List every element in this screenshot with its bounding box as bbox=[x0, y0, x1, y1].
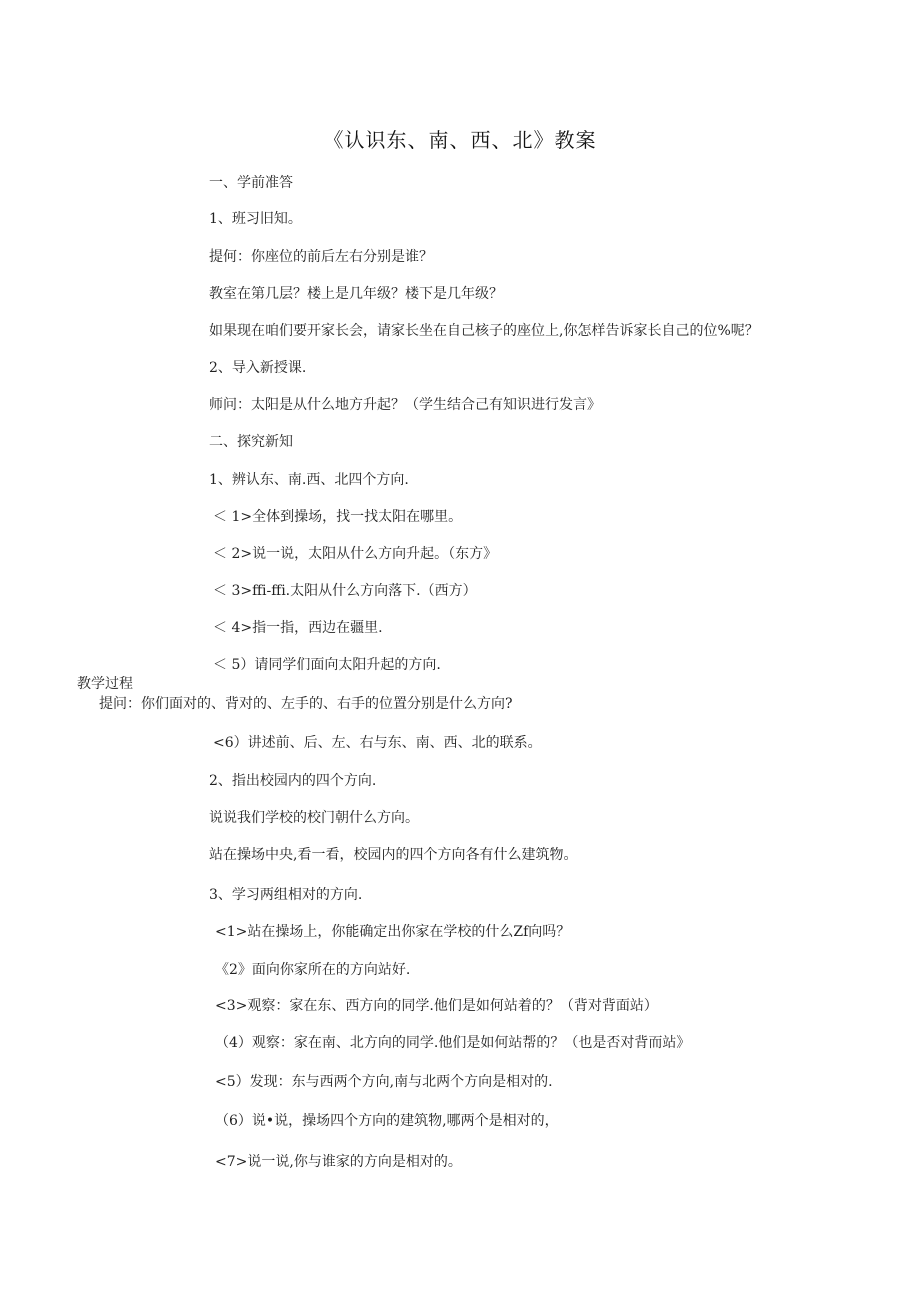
list-item: ＜ 5）请同学们面向太阳升起的方向. bbox=[213, 657, 441, 673]
paragraph: 提何：你座位的前后左右分别是谁？ bbox=[209, 249, 433, 265]
paragraph: 1、班习旧知。 bbox=[209, 211, 302, 227]
section-heading-2: 二、探究新知 bbox=[209, 434, 293, 450]
paragraph: 1、辨认东、南.西、北四个方向. bbox=[209, 472, 409, 488]
paragraph: 师问：太阳是从什么地方升起？（学生结合己有知识进行发言》 bbox=[209, 397, 601, 413]
paragraph: 提问：你们面对的、背对的、左手的、右手的位置分别是什么方向? bbox=[99, 696, 513, 712]
list-item: ＜ 3>ffi-ffi.太阳从什么方向落下.（西方） bbox=[213, 583, 477, 599]
paragraph: 如果现在咱们要开家长会，请家长坐在自己核子的座位上,你怎样告诉家长自己的位%呢？ bbox=[209, 323, 759, 339]
list-item: <5）发现：东与西两个方向,南与北两个方向是相对的. bbox=[215, 1074, 553, 1090]
section-heading-1: 一、学前准答 bbox=[209, 175, 293, 191]
list-item: ＜ 2>说一说，太阳从什么方向升起。（东方》 bbox=[213, 546, 498, 562]
list-item: （6）说•说，操场四个方向的建筑物,哪两个是相对的， bbox=[215, 1113, 559, 1129]
document-title: 《认识东、南、西、北》教案 bbox=[323, 128, 597, 152]
list-item: 《2》面向你家所在的方向站好. bbox=[215, 962, 411, 978]
paragraph: 3、学习两组相对的方向. bbox=[209, 887, 363, 903]
list-item: ＜ 4>指一指，西边在疆里. bbox=[213, 620, 383, 636]
paragraph: 站在操场中央,看一看，校园内的四个方向各有什么建筑物。 bbox=[209, 847, 578, 863]
list-item: ＜ 1>全体到操场，找一找太阳在哪里。 bbox=[213, 509, 463, 525]
list-item: <3>观察：家在东、西方向的同学.他们是如何站着的？（背对背面站） bbox=[215, 998, 658, 1014]
list-item: <1>站在操场上，你能确定出你家在学校的什么Zf向吗？ bbox=[215, 924, 571, 940]
side-label: 教学过程 bbox=[77, 676, 133, 692]
paragraph: 2、指出校园内的四个方向. bbox=[209, 773, 377, 789]
paragraph: 2、导入新授课. bbox=[209, 360, 307, 376]
paragraph: 教室在第几层？楼上是几年级？楼下是几年级？ bbox=[209, 286, 503, 302]
paragraph: 说说我们学校的校门朝什么方向。 bbox=[209, 810, 419, 826]
list-item: <6）讲述前、后、左、右与东、南、西、北的联系。 bbox=[213, 735, 542, 751]
list-item: （4）观察：家在南、北方向的同学.他们是如何站帮的？（也是否对背而站》 bbox=[215, 1035, 691, 1051]
list-item: <7>说一说,你与谁家的方向是相对的。 bbox=[215, 1154, 462, 1170]
